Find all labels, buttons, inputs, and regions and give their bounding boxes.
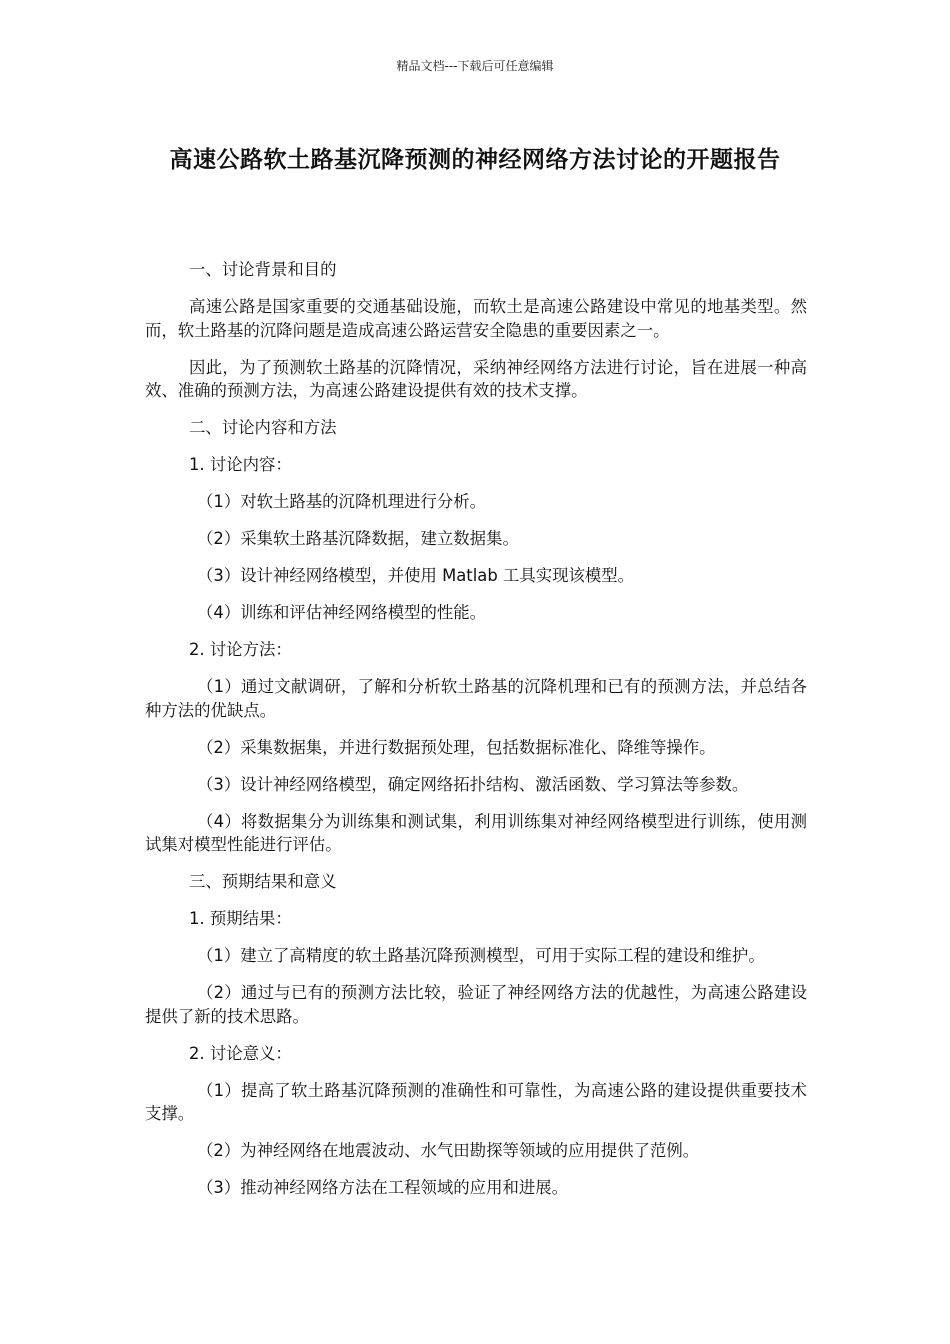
paragraph: （3）设计神经网络模型，确定网络拓扑结构、激活函数、学习算法等参数。 xyxy=(197,774,749,794)
paragraph: （1）提高了软土路基沉降预测的准确性和可靠性，为高速公路的建设提供重要技术支撑。 xyxy=(145,1080,807,1123)
paragraph: 2. 讨论方法： xyxy=(189,640,292,659)
paragraph: （4）训练和评估神经网络模型的性能。 xyxy=(197,603,487,622)
paragraph: （3）设计神经网络模型，并使用 Matlab 工具实现该模型。 xyxy=(197,566,635,585)
paragraph: 1. 预期结果： xyxy=(189,909,292,928)
paragraph: （4）将数据集分为训练集和测试集，利用训练集对神经网络模型进行训练，使用测试集对模型性能进行评估。 xyxy=(145,811,807,854)
paragraph: 一、讨论背景和目的 xyxy=(189,260,337,279)
paragraph: 2. 讨论意义： xyxy=(189,1043,292,1063)
paragraph: （2）通过与已有的预测方法比较，验证了神经网络方法的优越性，为高速公路建设提供了新的技术思路。 xyxy=(145,983,807,1026)
paragraph: 三、预期结果和意义 xyxy=(189,872,337,891)
paragraph: （2）采集软土路基沉降数据，建立数据集。 xyxy=(197,529,519,548)
paragraph: （1）对软土路基的沉降机理进行分析。 xyxy=(197,492,487,511)
document-title: 高速公路软土路基沉降预测的神经网络方法讨论的开题报告 xyxy=(169,147,781,173)
document-body xyxy=(145,258,807,1213)
paragraph: 1. 讨论内容： xyxy=(189,455,292,474)
paragraph: （3）推动神经网络方法在工程领域的应用和进展。 xyxy=(197,1178,569,1197)
paragraph: 因此，为了预测软土路基的沉降情况，采纳神经网络方法进行讨论，旨在进展一种高效、准确的预测方法，为高速公路建设提供有效的技术支撑。 xyxy=(145,357,807,400)
paragraph: （1）建立了高精度的软土路基沉降预测模型，可用于实际工程的建设和维护。 xyxy=(197,946,765,965)
paragraph: 二、讨论内容和方法 xyxy=(189,418,337,437)
paragraph: （1）通过文献调研，了解和分析软土路基的沉降机理和已有的预测方法，并总结各种方法的优缺点。 xyxy=(145,677,807,720)
paragraph: 高速公路是国家重要的交通基础设施，而软土是高速公路建设中常见的地基类型。然而，软土路基的沉降问题是造成高速公路运营安全隐患的重要因素之一。 xyxy=(145,297,807,340)
paragraph: （2）采集数据集，并进行数据预处理，包括数据标准化、降维等操作。 xyxy=(197,737,716,757)
page-header: 精品文档---下载后可任意编辑 xyxy=(396,59,554,73)
paragraph: （2）为神经网络在地震波动、水气田勘探等领域的应用提供了范例。 xyxy=(197,1141,700,1160)
